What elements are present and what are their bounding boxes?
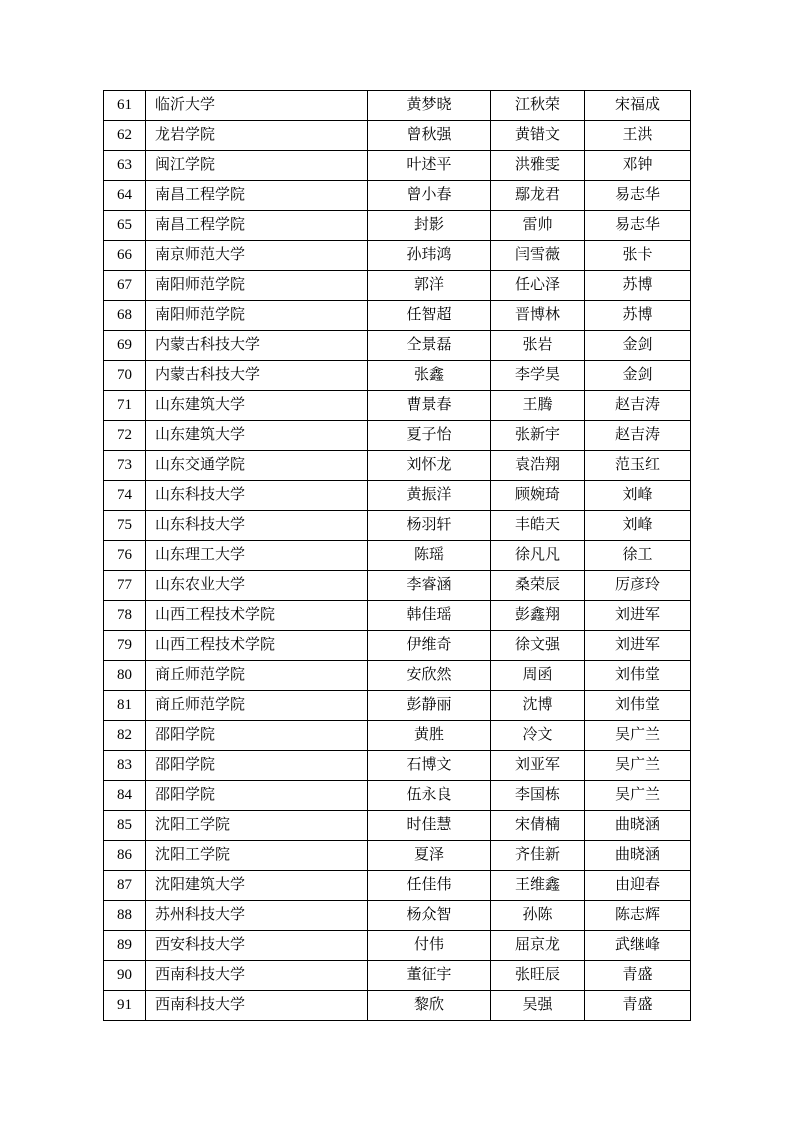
university-cell: 南昌工程学院 — [146, 211, 368, 241]
row-index-cell: 72 — [104, 421, 146, 451]
university-cell: 山东交通学院 — [146, 451, 368, 481]
name-cell-1: 黄梦晓 — [368, 91, 491, 121]
name-cell-3: 厉彦玲 — [585, 571, 691, 601]
row-index-cell: 76 — [104, 541, 146, 571]
table-row — [104, 421, 691, 451]
name-cell-2: 桑荣辰 — [491, 571, 585, 601]
name-cell-1: 孙玮鸿 — [368, 241, 491, 271]
row-index-cell: 66 — [104, 241, 146, 271]
row-index-cell: 78 — [104, 601, 146, 631]
name-cell-1: 陈瑶 — [368, 541, 491, 571]
row-index-cell: 86 — [104, 841, 146, 871]
university-cell: 沈阳工学院 — [146, 841, 368, 871]
table-row — [104, 781, 691, 811]
name-cell-3: 刘伟堂 — [585, 661, 691, 691]
table-row — [104, 541, 691, 571]
table-row — [104, 721, 691, 751]
name-cell-1: 杨众智 — [368, 901, 491, 931]
university-cell: 南阳师范学院 — [146, 301, 368, 331]
name-cell-2: 张岩 — [491, 331, 585, 361]
row-index-cell: 68 — [104, 301, 146, 331]
table-row — [104, 811, 691, 841]
university-cell: 临沂大学 — [146, 91, 368, 121]
name-cell-1: 伍永良 — [368, 781, 491, 811]
name-cell-3: 赵吉涛 — [585, 391, 691, 421]
table-row — [104, 601, 691, 631]
university-cell: 沈阳工学院 — [146, 811, 368, 841]
name-cell-3: 陈志辉 — [585, 901, 691, 931]
name-cell-1: 刘怀龙 — [368, 451, 491, 481]
roster-table — [103, 90, 691, 1021]
name-cell-3: 易志华 — [585, 181, 691, 211]
table-row — [104, 211, 691, 241]
row-index-cell: 83 — [104, 751, 146, 781]
row-index-cell: 63 — [104, 151, 146, 181]
row-index-cell: 87 — [104, 871, 146, 901]
name-cell-1: 张鑫 — [368, 361, 491, 391]
name-cell-2: 李国栋 — [491, 781, 585, 811]
table-row — [104, 901, 691, 931]
row-index-cell: 81 — [104, 691, 146, 721]
table-row — [104, 631, 691, 661]
row-index-cell: 79 — [104, 631, 146, 661]
university-cell: 邵阳学院 — [146, 781, 368, 811]
table-row — [104, 961, 691, 991]
name-cell-1: 伊维奇 — [368, 631, 491, 661]
row-index-cell: 80 — [104, 661, 146, 691]
name-cell-1: 黎欣 — [368, 991, 491, 1021]
name-cell-1: 曾小春 — [368, 181, 491, 211]
name-cell-1: 韩佳瑶 — [368, 601, 491, 631]
name-cell-2: 彭鑫翔 — [491, 601, 585, 631]
row-index-cell: 89 — [104, 931, 146, 961]
name-cell-2: 闫雪薇 — [491, 241, 585, 271]
table-body — [104, 91, 691, 1021]
row-index-cell: 85 — [104, 811, 146, 841]
name-cell-1: 曹景春 — [368, 391, 491, 421]
name-cell-2: 雷帅 — [491, 211, 585, 241]
table-row — [104, 751, 691, 781]
name-cell-1: 任智超 — [368, 301, 491, 331]
name-cell-2: 吴强 — [491, 991, 585, 1021]
row-index-cell: 67 — [104, 271, 146, 301]
name-cell-1: 叶述平 — [368, 151, 491, 181]
name-cell-1: 李睿涵 — [368, 571, 491, 601]
university-cell: 沈阳建筑大学 — [146, 871, 368, 901]
name-cell-1: 董征宇 — [368, 961, 491, 991]
name-cell-3: 金剑 — [585, 361, 691, 391]
name-cell-1: 杨羽轩 — [368, 511, 491, 541]
name-cell-1: 夏泽 — [368, 841, 491, 871]
table-row — [104, 241, 691, 271]
name-cell-1: 彭静丽 — [368, 691, 491, 721]
university-cell: 山东科技大学 — [146, 481, 368, 511]
university-cell: 山东建筑大学 — [146, 391, 368, 421]
university-cell: 苏州科技大学 — [146, 901, 368, 931]
name-cell-1: 黄振洋 — [368, 481, 491, 511]
university-cell: 山西工程技术学院 — [146, 631, 368, 661]
row-index-cell: 73 — [104, 451, 146, 481]
name-cell-3: 赵吉涛 — [585, 421, 691, 451]
name-cell-2: 李学昊 — [491, 361, 585, 391]
name-cell-1: 曾秋强 — [368, 121, 491, 151]
table-row — [104, 691, 691, 721]
table-row — [104, 571, 691, 601]
name-cell-2: 徐文强 — [491, 631, 585, 661]
name-cell-3: 刘峰 — [585, 511, 691, 541]
name-cell-1: 安欣然 — [368, 661, 491, 691]
name-cell-3: 武继峰 — [585, 931, 691, 961]
name-cell-3: 范玉红 — [585, 451, 691, 481]
name-cell-1: 夏子怡 — [368, 421, 491, 451]
name-cell-3: 苏博 — [585, 271, 691, 301]
name-cell-1: 石博文 — [368, 751, 491, 781]
table-row — [104, 361, 691, 391]
university-cell: 南京师范大学 — [146, 241, 368, 271]
university-cell: 内蒙古科技大学 — [146, 361, 368, 391]
table-row — [104, 91, 691, 121]
university-cell: 商丘师范学院 — [146, 691, 368, 721]
university-cell: 山东科技大学 — [146, 511, 368, 541]
row-index-cell: 88 — [104, 901, 146, 931]
name-cell-2: 江秋荣 — [491, 91, 585, 121]
table-row — [104, 931, 691, 961]
table-row — [104, 151, 691, 181]
name-cell-2: 沈博 — [491, 691, 585, 721]
table-row — [104, 991, 691, 1021]
table-row — [104, 301, 691, 331]
university-cell: 龙岩学院 — [146, 121, 368, 151]
name-cell-2: 徐凡凡 — [491, 541, 585, 571]
table-row — [104, 271, 691, 301]
name-cell-3: 吴广兰 — [585, 781, 691, 811]
name-cell-1: 郭洋 — [368, 271, 491, 301]
university-cell: 西南科技大学 — [146, 961, 368, 991]
table-row — [104, 661, 691, 691]
name-cell-1: 时佳慧 — [368, 811, 491, 841]
name-cell-3: 张卡 — [585, 241, 691, 271]
row-index-cell: 90 — [104, 961, 146, 991]
table-row — [104, 331, 691, 361]
name-cell-2: 宋倩楠 — [491, 811, 585, 841]
name-cell-1: 黄胜 — [368, 721, 491, 751]
table-row — [104, 391, 691, 421]
name-cell-3: 青盛 — [585, 991, 691, 1021]
row-index-cell: 75 — [104, 511, 146, 541]
name-cell-3: 邓钟 — [585, 151, 691, 181]
name-cell-3: 易志华 — [585, 211, 691, 241]
university-cell: 邵阳学院 — [146, 721, 368, 751]
name-cell-3: 由迎春 — [585, 871, 691, 901]
name-cell-2: 周函 — [491, 661, 585, 691]
name-cell-3: 刘进军 — [585, 631, 691, 661]
row-index-cell: 62 — [104, 121, 146, 151]
name-cell-3: 金剑 — [585, 331, 691, 361]
table-row — [104, 121, 691, 151]
university-cell: 山东理工大学 — [146, 541, 368, 571]
name-cell-3: 徐工 — [585, 541, 691, 571]
name-cell-2: 孙陈 — [491, 901, 585, 931]
name-cell-2: 顾婉琦 — [491, 481, 585, 511]
name-cell-2: 袁浩翔 — [491, 451, 585, 481]
name-cell-3: 曲晓涵 — [585, 841, 691, 871]
name-cell-2: 冷文 — [491, 721, 585, 751]
row-index-cell: 91 — [104, 991, 146, 1021]
name-cell-1: 仝景磊 — [368, 331, 491, 361]
name-cell-2: 洪雅雯 — [491, 151, 585, 181]
university-cell: 内蒙古科技大学 — [146, 331, 368, 361]
name-cell-2: 鄢龙君 — [491, 181, 585, 211]
name-cell-2: 齐佳新 — [491, 841, 585, 871]
table-row — [104, 871, 691, 901]
name-cell-2: 黄错文 — [491, 121, 585, 151]
table-row — [104, 451, 691, 481]
table-row — [104, 181, 691, 211]
name-cell-3: 苏博 — [585, 301, 691, 331]
name-cell-2: 任心泽 — [491, 271, 585, 301]
name-cell-2: 刘亚军 — [491, 751, 585, 781]
name-cell-3: 刘伟堂 — [585, 691, 691, 721]
university-cell: 山西工程技术学院 — [146, 601, 368, 631]
university-cell: 南阳师范学院 — [146, 271, 368, 301]
name-cell-1: 任佳伟 — [368, 871, 491, 901]
row-index-cell: 61 — [104, 91, 146, 121]
name-cell-3: 青盛 — [585, 961, 691, 991]
row-index-cell: 70 — [104, 361, 146, 391]
name-cell-3: 宋福成 — [585, 91, 691, 121]
row-index-cell: 82 — [104, 721, 146, 751]
name-cell-3: 刘进军 — [585, 601, 691, 631]
university-cell: 邵阳学院 — [146, 751, 368, 781]
name-cell-2: 屈京龙 — [491, 931, 585, 961]
row-index-cell: 74 — [104, 481, 146, 511]
name-cell-3: 曲晓涵 — [585, 811, 691, 841]
table-row — [104, 841, 691, 871]
name-cell-3: 吴广兰 — [585, 721, 691, 751]
university-cell: 山东农业大学 — [146, 571, 368, 601]
name-cell-1: 封影 — [368, 211, 491, 241]
row-index-cell: 84 — [104, 781, 146, 811]
row-index-cell: 65 — [104, 211, 146, 241]
university-cell: 西南科技大学 — [146, 991, 368, 1021]
university-cell: 商丘师范学院 — [146, 661, 368, 691]
name-cell-3: 王洪 — [585, 121, 691, 151]
row-index-cell: 77 — [104, 571, 146, 601]
name-cell-2: 张旺辰 — [491, 961, 585, 991]
name-cell-2: 晋博林 — [491, 301, 585, 331]
row-index-cell: 69 — [104, 331, 146, 361]
name-cell-2: 丰皓天 — [491, 511, 585, 541]
name-cell-1: 付伟 — [368, 931, 491, 961]
table-row — [104, 481, 691, 511]
name-cell-3: 刘峰 — [585, 481, 691, 511]
table-row — [104, 511, 691, 541]
name-cell-3: 吴广兰 — [585, 751, 691, 781]
row-index-cell: 64 — [104, 181, 146, 211]
row-index-cell: 71 — [104, 391, 146, 421]
name-cell-2: 王腾 — [491, 391, 585, 421]
name-cell-2: 张新宇 — [491, 421, 585, 451]
university-cell: 南昌工程学院 — [146, 181, 368, 211]
university-cell: 闽江学院 — [146, 151, 368, 181]
name-cell-2: 王维鑫 — [491, 871, 585, 901]
university-cell: 山东建筑大学 — [146, 421, 368, 451]
university-cell: 西安科技大学 — [146, 931, 368, 961]
